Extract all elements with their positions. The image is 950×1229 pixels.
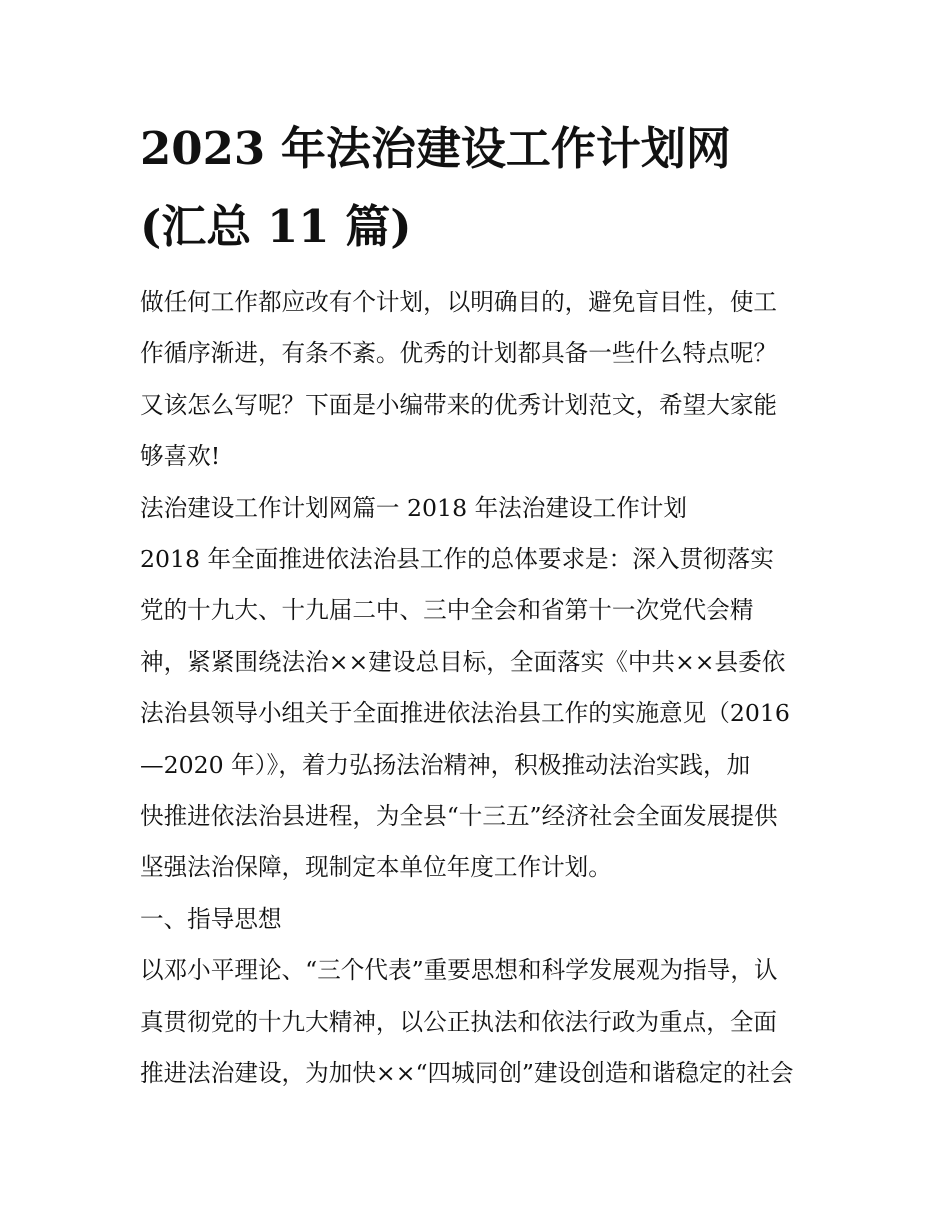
body-line: 神，紧紧围绕法治××建设总目标，全面落实《中共××县委依: [140, 647, 786, 676]
document-body: [140, 277, 820, 1100]
body-line: 推进法治建设，为加快××“四城同创”建设创造和谐稳定的社会: [140, 1059, 794, 1088]
subsection-heading: 一、指导思想: [140, 904, 282, 933]
section-heading: 法治建设工作计划网篇一 2018 年法治建设工作计划: [140, 493, 687, 522]
body-line: 党的十九大、十九届二中、三中全会和省第十一次党代会精: [140, 596, 754, 625]
body-line: 坚强法治保障，现制定本单位年度工作计划。: [140, 853, 612, 882]
body-line: 快推进依法治县进程，为全县“十三五”经济社会全面发展提供: [140, 802, 778, 831]
body-line: 法治县领导小组关于全面推进依法治县工作的实施意见（2016: [140, 699, 790, 728]
body-line: 真贯彻党的十九大精神，以公正执法和依法行政为重点，全面: [140, 1007, 778, 1036]
body-line: 作循序渐进，有条不紊。优秀的计划都具备一些什么特点呢？: [140, 339, 778, 368]
title-line: 2023 年法治建设工作计划网: [140, 122, 731, 175]
body-line: 又该怎么写呢？下面是小编带来的优秀计划范文，希望大家能: [140, 390, 778, 419]
body-line: 以邓小平理论、“三个代表”重要思想和科学发展观为指导，认: [140, 956, 778, 985]
body-line: —2020 年）》，着力弘扬法治精神，积极推动法治实践，加: [140, 750, 751, 779]
body-line: 2018 年全面推进依法治县工作的总体要求是：深入贯彻落实: [140, 545, 774, 574]
body-line: 够喜欢!: [140, 442, 221, 471]
title-line: (汇总 11 篇): [140, 200, 412, 253]
body-line: 做任何工作都应改有个计划，以明确目的，避免盲目性，使工: [140, 288, 778, 316]
document-title: [140, 110, 820, 266]
